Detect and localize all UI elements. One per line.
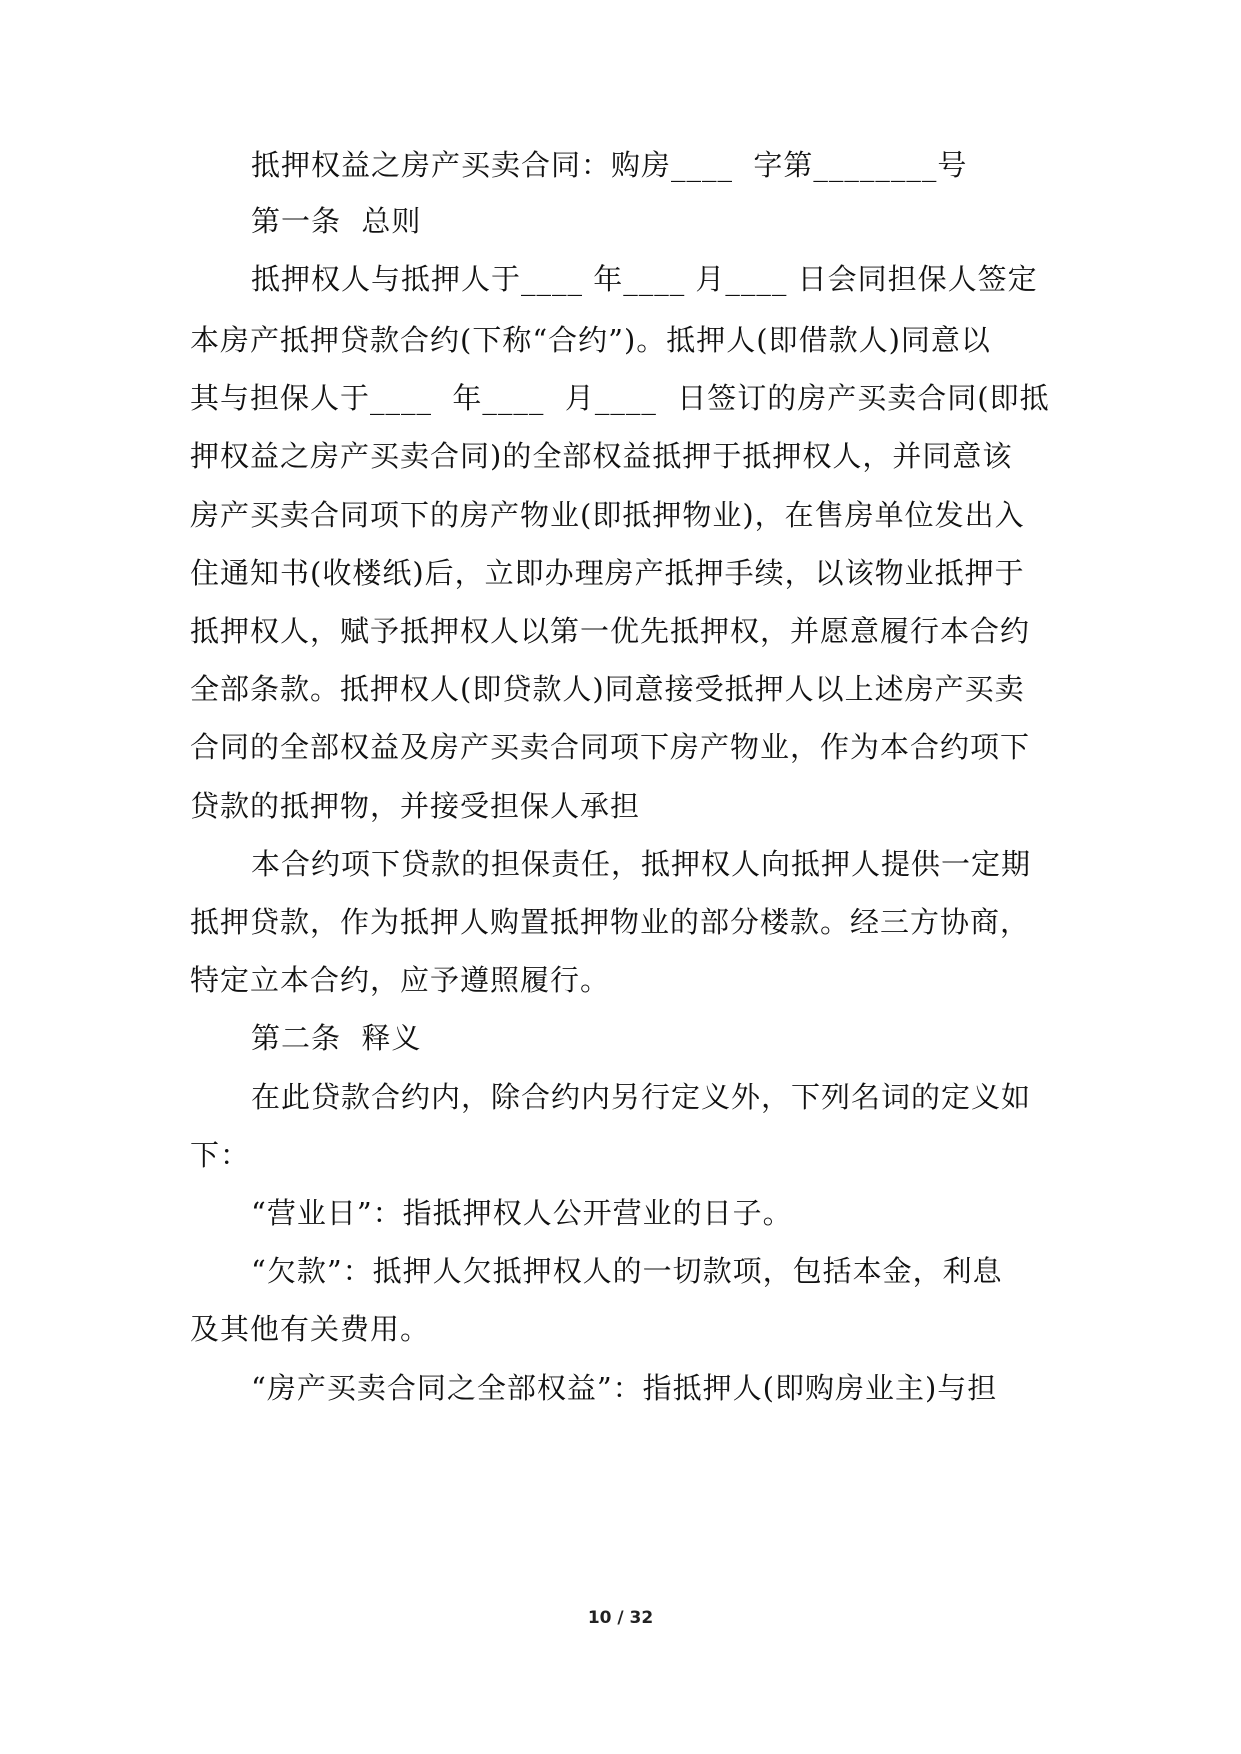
section-heading: 第一条 总则: [251, 204, 422, 238]
page-number: 10 / 32: [587, 1608, 654, 1628]
text-line: “营业日”：指抵押权人公开营业的日子。: [251, 1196, 793, 1230]
text-line: 在此贷款合约内，除合约内另行定义外，下列名词的定义如: [251, 1080, 1032, 1114]
text-line: 抵押权人与抵押人于____ 年____ 月____ 日会同担保人签定: [251, 262, 1038, 296]
section-heading: 第二条 释义: [251, 1021, 422, 1055]
text-line: 房产买卖合同项下的房产物业(即抵押物业)，在售房单位发出入: [190, 498, 1025, 532]
text-line: 抵押贷款，作为抵押人购置抵押物业的部分楼款。经三方协商，: [190, 905, 1031, 939]
text-line: 合同的全部权益及房产买卖合同项下房产物业，作为本合约项下: [190, 730, 1031, 764]
text-line: 本房产抵押贷款合约(下称“合约”)。抵押人(即借款人)同意以: [190, 323, 991, 357]
text-line: 抵押权人，赋予抵押权人以第一优先抵押权，并愿意履行本合约: [190, 614, 1031, 648]
text-line: “欠款”：抵押人欠抵押权人的一切款项，包括本金，利息: [251, 1254, 1003, 1288]
text-line: 下：: [190, 1138, 251, 1172]
text-line: 贷款的抵押物，并接受担保人承担: [190, 789, 641, 823]
text-line: 全部条款。抵押权人(即贷款人)同意接受抵押人以上述房产买卖: [190, 672, 1025, 706]
text-line: 抵押权益之房产买卖合同：购房____ 字第________号: [251, 148, 968, 182]
text-line: 特定立本合约，应予遵照履行。: [190, 963, 611, 997]
text-line: 押权益之房产买卖合同)的全部权益抵押于抵押权人，并同意该: [190, 439, 1013, 473]
text-line: 本合约项下贷款的担保责任，抵押权人向抵押人提供一定期: [251, 847, 1032, 881]
text-line: 住通知书(收楼纸)后，立即办理房产抵押手续，以该物业抵押于: [190, 556, 1025, 590]
text-line: “房产买卖合同之全部权益”：指抵押人(即购房业主)与担: [251, 1371, 998, 1405]
text-line: 其与担保人于____ 年____ 月____ 日签订的房产买卖合同(即抵: [190, 381, 1050, 415]
text-line: 及其他有关费用。: [190, 1312, 431, 1346]
